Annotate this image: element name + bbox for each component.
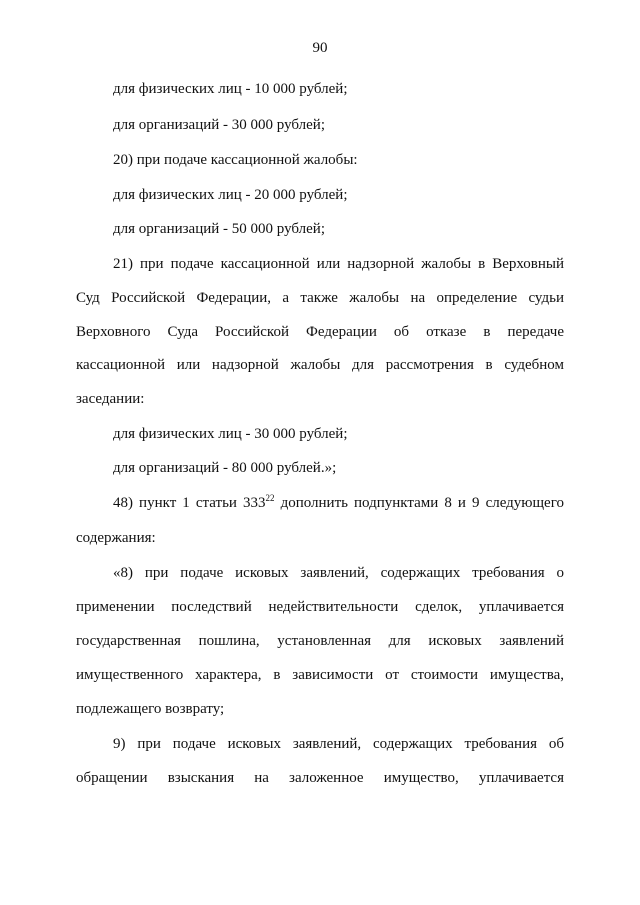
text-fragment: 48) пункт 1 статьи 333 <box>113 495 266 511</box>
text-line: 21) при подаче кассационной или надзорной жалобы в Верховный <box>113 256 564 272</box>
text-line: заседании: <box>76 391 145 407</box>
text-line: для организаций - 50 000 рублей; <box>113 221 325 237</box>
text-line: «8) при подаче исковых заявлений, содержащих требования о <box>113 565 564 581</box>
superscript: 22 <box>265 493 275 503</box>
text-line: кассационной или надзорной жалобы для рассмотрения в судебном <box>76 357 564 373</box>
text-line: Верховного Суда Российской Федерации об отказе в передаче <box>76 324 564 340</box>
text-line: 20) при подаче кассационной жалобы: <box>113 152 358 168</box>
text-line: применении последствий недействительности сделок, уплачивается <box>76 599 564 615</box>
text-line: государственная пошлина, установленная для исковых заявлений <box>76 633 564 649</box>
text-line: подлежащего возврату; <box>76 701 225 717</box>
text-line: для физических лиц - 10 000 рублей; <box>113 81 348 97</box>
text-line: для физических лиц - 30 000 рублей; <box>113 426 348 442</box>
text-line: для организаций - 30 000 рублей; <box>113 117 325 133</box>
text-line: содержания: <box>76 530 156 546</box>
text-line: для физических лиц - 20 000 рублей; <box>113 187 348 203</box>
text-line: 9) при подаче исковых заявлений, содержащих требования об <box>113 736 564 752</box>
text-line: для организаций - 80 000 рублей.»; <box>113 460 337 476</box>
text-line: Суд Российской Федерации, а также жалобы на определение судьи <box>76 290 564 306</box>
text-line <box>113 494 564 512</box>
text-line: обращении взыскания на заложенное имущество, уплачивается <box>76 770 564 786</box>
text-line: имущественного характера, в зависимости от стоимости имущества, <box>76 667 564 683</box>
page-number: 90 <box>312 40 328 56</box>
text-fragment: дополнить подпунктами 8 и 9 следующего <box>274 495 564 511</box>
